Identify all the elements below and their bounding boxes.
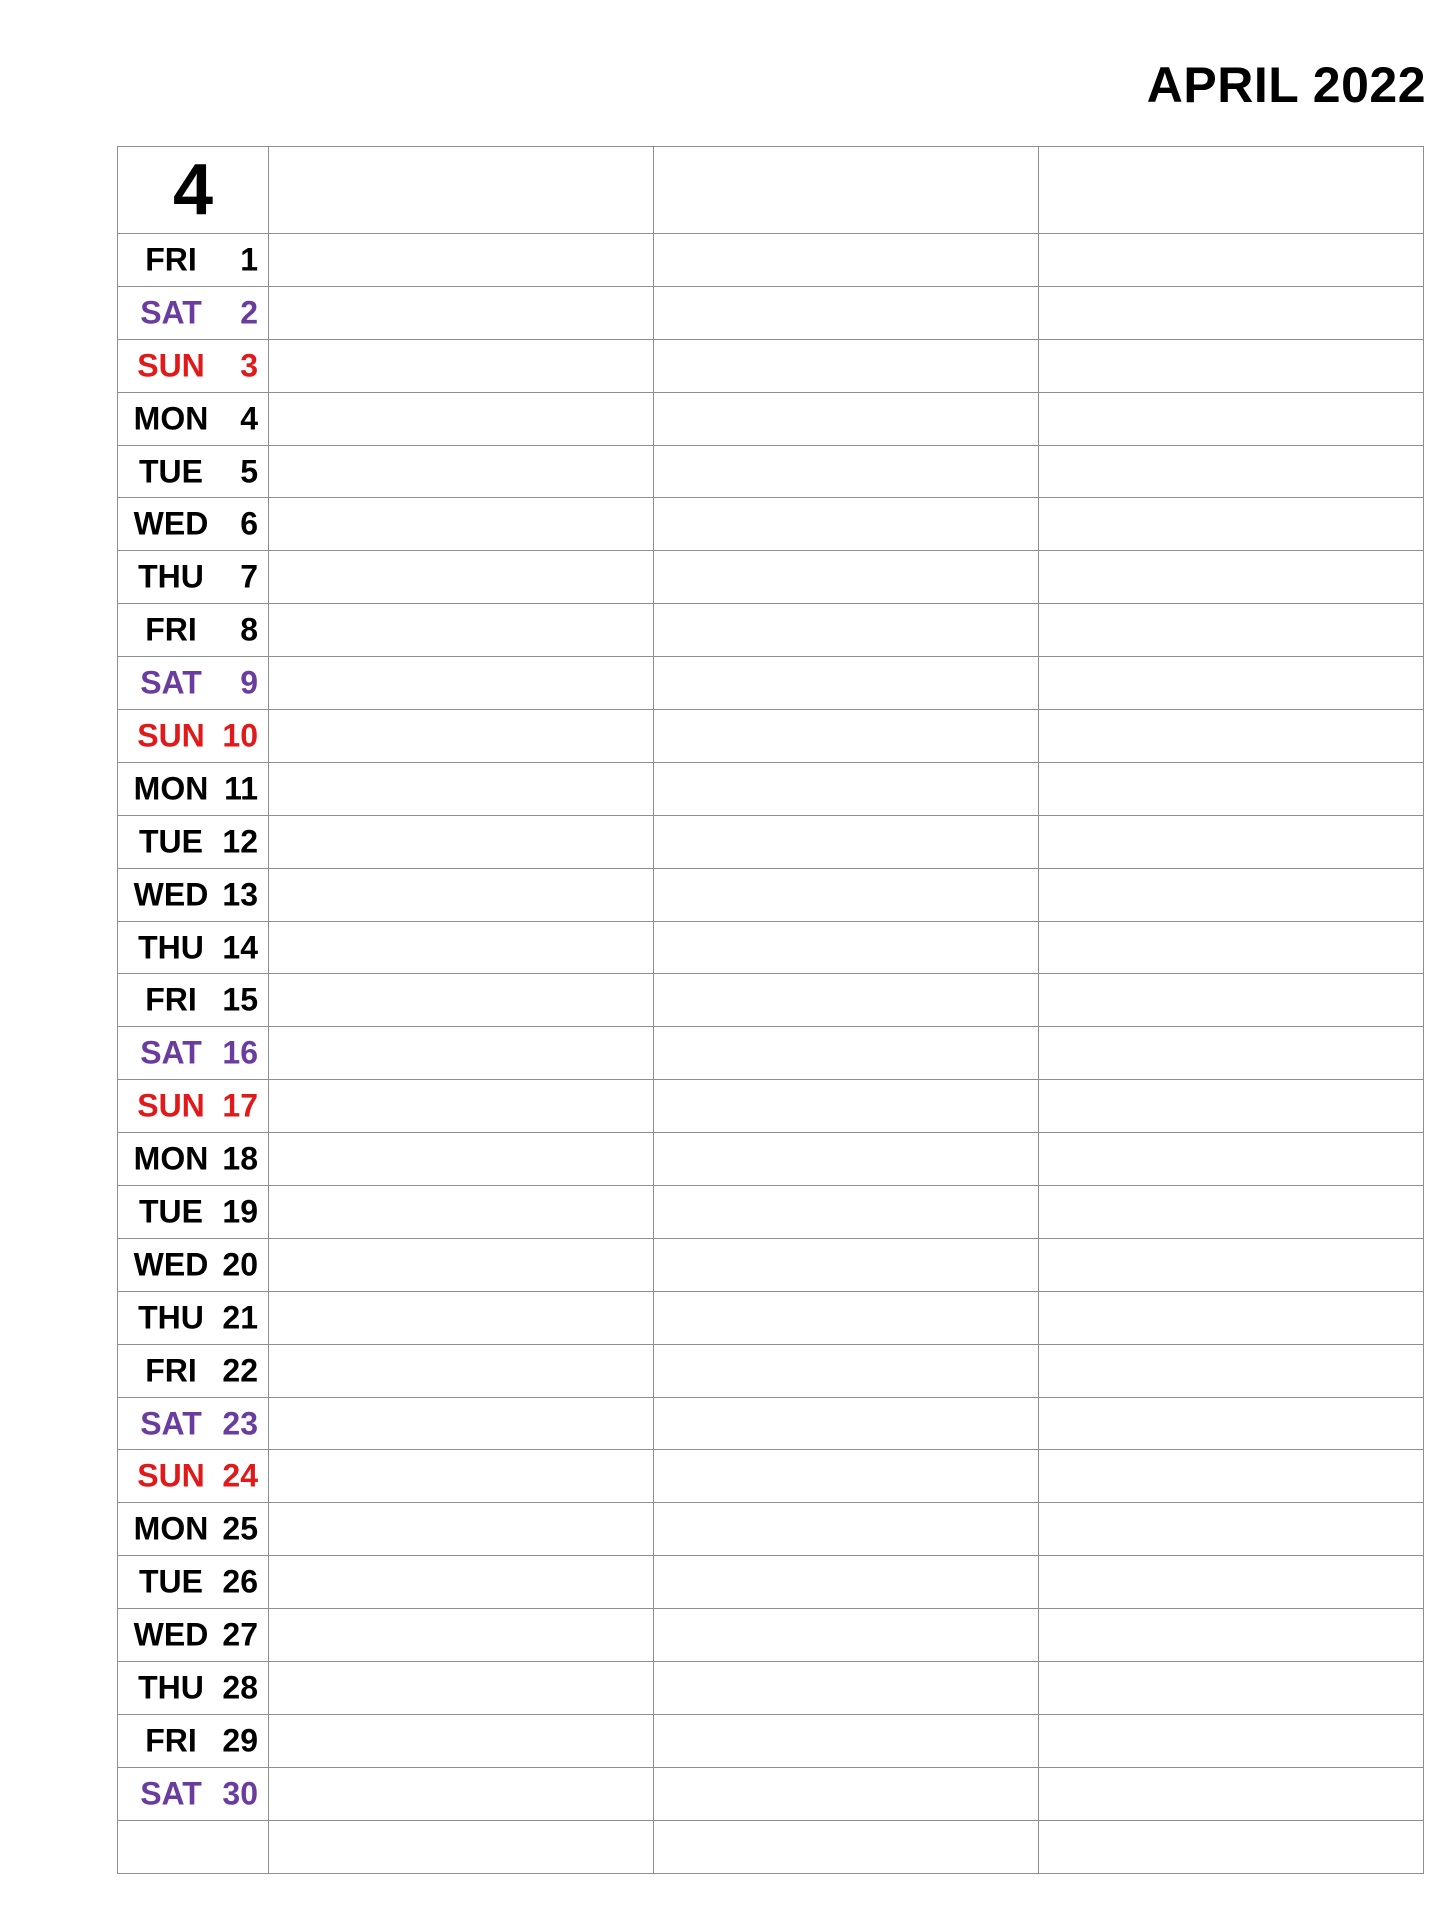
day-number: 7 xyxy=(240,558,258,595)
note-cell[interactable] xyxy=(1039,1397,1424,1450)
day-cell xyxy=(118,1450,269,1503)
day-number: 16 xyxy=(222,1034,258,1071)
day-number: 3 xyxy=(240,347,258,384)
note-cell[interactable] xyxy=(654,339,1039,392)
note-cell[interactable] xyxy=(1039,551,1424,604)
day-number: 9 xyxy=(240,664,258,701)
note-cell[interactable] xyxy=(1039,1767,1424,1820)
note-cell[interactable] xyxy=(654,1662,1039,1715)
day-cell xyxy=(118,1186,269,1239)
day-row xyxy=(118,1767,1424,1820)
note-cell[interactable] xyxy=(654,1714,1039,1767)
day-number: 26 xyxy=(222,1563,258,1600)
note-cell[interactable] xyxy=(269,1080,654,1133)
day-row xyxy=(118,234,1424,287)
day-number: 29 xyxy=(222,1722,258,1759)
day-cell xyxy=(118,1609,269,1662)
note-cell[interactable] xyxy=(654,1767,1039,1820)
note-cell[interactable] xyxy=(654,1027,1039,1080)
day-name: SAT xyxy=(140,1405,202,1442)
day-number: 30 xyxy=(222,1775,258,1812)
note-cell[interactable] xyxy=(269,1344,654,1397)
note-cell[interactable] xyxy=(654,1503,1039,1556)
note-cell[interactable] xyxy=(269,1767,654,1820)
day-name: FRI xyxy=(145,611,197,648)
day-cell xyxy=(118,1714,269,1767)
note-cell[interactable] xyxy=(654,710,1039,763)
note-cell[interactable] xyxy=(269,657,654,710)
day-row xyxy=(118,604,1424,657)
day-cell xyxy=(118,1133,269,1186)
day-row xyxy=(118,868,1424,921)
day-number: 25 xyxy=(222,1510,258,1547)
note-cell[interactable] xyxy=(654,392,1039,445)
note-cell[interactable] xyxy=(269,921,654,974)
day-name: FRI xyxy=(145,1722,197,1759)
note-cell[interactable] xyxy=(654,1820,1039,1873)
note-cell[interactable] xyxy=(1039,1238,1424,1291)
day-row xyxy=(118,1133,1424,1186)
day-cell xyxy=(118,762,269,815)
day-number: 8 xyxy=(240,611,258,648)
note-cell[interactable] xyxy=(1039,1027,1424,1080)
day-name: MON xyxy=(133,1140,209,1177)
day-name: SAT xyxy=(140,1775,202,1812)
day-name: SAT xyxy=(140,294,202,331)
day-row xyxy=(118,1238,1424,1291)
day-row xyxy=(118,921,1424,974)
day-name: TUE xyxy=(139,1563,203,1600)
day-number: 15 xyxy=(222,981,258,1018)
day-cell xyxy=(118,551,269,604)
day-number: 23 xyxy=(222,1405,258,1442)
note-cell[interactable] xyxy=(269,1186,654,1239)
day-cell xyxy=(118,710,269,763)
note-cell[interactable] xyxy=(1039,286,1424,339)
note-cell[interactable] xyxy=(1039,921,1424,974)
note-cell[interactable] xyxy=(269,1291,654,1344)
note-cell[interactable] xyxy=(269,551,654,604)
day-row xyxy=(118,710,1424,763)
note-cell[interactable] xyxy=(654,1133,1039,1186)
note-cell[interactable] xyxy=(654,921,1039,974)
note-cell[interactable] xyxy=(1039,1450,1424,1503)
day-cell xyxy=(118,657,269,710)
note-cell[interactable] xyxy=(269,392,654,445)
note-cell[interactable] xyxy=(654,234,1039,287)
day-cell xyxy=(118,868,269,921)
day-cell xyxy=(118,1344,269,1397)
note-cell[interactable] xyxy=(1039,868,1424,921)
note-cell[interactable] xyxy=(269,147,654,234)
day-name: SUN xyxy=(137,1457,205,1494)
day-number: 21 xyxy=(222,1299,258,1336)
day-row xyxy=(118,392,1424,445)
note-cell[interactable] xyxy=(269,815,654,868)
note-cell[interactable] xyxy=(1039,1503,1424,1556)
note-cell[interactable] xyxy=(269,1662,654,1715)
day-name: TUE xyxy=(139,453,203,489)
note-cell[interactable] xyxy=(654,1186,1039,1239)
day-cell xyxy=(118,604,269,657)
day-name: THU xyxy=(138,929,204,966)
day-name: FRI xyxy=(145,241,197,278)
blank-row xyxy=(118,1820,1424,1873)
note-cell[interactable] xyxy=(654,1556,1039,1609)
month-number: 4 xyxy=(118,147,269,234)
day-row xyxy=(118,1397,1424,1450)
day-row xyxy=(118,974,1424,1027)
day-cell xyxy=(118,1291,269,1344)
note-cell[interactable] xyxy=(269,1397,654,1450)
note-cell[interactable] xyxy=(1039,1344,1424,1397)
day-row xyxy=(118,551,1424,604)
day-cell xyxy=(118,1662,269,1715)
note-cell[interactable] xyxy=(1039,1186,1424,1239)
note-cell[interactable] xyxy=(269,974,654,1027)
note-cell[interactable] xyxy=(654,868,1039,921)
note-cell[interactable] xyxy=(654,286,1039,339)
day-row xyxy=(118,1609,1424,1662)
note-cell[interactable] xyxy=(1039,1556,1424,1609)
day-row xyxy=(118,1714,1424,1767)
note-cell[interactable] xyxy=(1039,1133,1424,1186)
day-name: WED xyxy=(133,1246,209,1283)
day-name: FRI xyxy=(145,1352,197,1389)
day-number: 19 xyxy=(222,1193,258,1230)
note-cell[interactable] xyxy=(1039,1714,1424,1767)
day-name: THU xyxy=(138,558,204,595)
note-cell[interactable] xyxy=(654,1344,1039,1397)
day-row xyxy=(118,339,1424,392)
note-cell[interactable] xyxy=(269,286,654,339)
day-cell xyxy=(118,1027,269,1080)
note-cell[interactable] xyxy=(1039,1291,1424,1344)
day-number: 20 xyxy=(222,1246,258,1283)
day-cell xyxy=(118,286,269,339)
day-row xyxy=(118,445,1424,498)
note-cell[interactable] xyxy=(269,1238,654,1291)
day-name: TUE xyxy=(139,823,203,860)
note-cell[interactable] xyxy=(654,147,1039,234)
day-row xyxy=(118,1450,1424,1503)
note-cell[interactable] xyxy=(269,604,654,657)
day-row xyxy=(118,657,1424,710)
note-cell[interactable] xyxy=(269,1556,654,1609)
day-row xyxy=(118,1186,1424,1239)
day-cell xyxy=(118,234,269,287)
day-row xyxy=(118,1503,1424,1556)
note-cell[interactable] xyxy=(654,1609,1039,1662)
day-number: 5 xyxy=(240,453,258,489)
note-cell[interactable] xyxy=(1039,657,1424,710)
note-cell[interactable] xyxy=(269,1820,654,1873)
note-cell[interactable] xyxy=(654,498,1039,551)
note-cell[interactable] xyxy=(654,445,1039,498)
day-row xyxy=(118,498,1424,551)
day-number: 24 xyxy=(222,1457,258,1494)
note-cell[interactable] xyxy=(1039,1820,1424,1873)
day-name: THU xyxy=(138,1669,204,1706)
day-name: FRI xyxy=(145,981,197,1018)
day-row xyxy=(118,1662,1424,1715)
note-cell[interactable] xyxy=(1039,604,1424,657)
day-name: SAT xyxy=(140,664,202,701)
note-cell[interactable] xyxy=(1039,147,1424,234)
header-row xyxy=(118,147,1424,234)
day-name: SUN xyxy=(137,347,205,384)
day-number: 2 xyxy=(240,294,258,331)
note-cell[interactable] xyxy=(654,1397,1039,1450)
note-cell[interactable] xyxy=(1039,1609,1424,1662)
day-name: WED xyxy=(133,505,209,542)
day-number: 27 xyxy=(222,1616,258,1653)
day-cell xyxy=(118,921,269,974)
day-number: 12 xyxy=(222,823,258,860)
day-number: 14 xyxy=(222,929,258,966)
note-cell[interactable] xyxy=(1039,392,1424,445)
day-number: 10 xyxy=(222,717,258,754)
note-cell[interactable] xyxy=(1039,974,1424,1027)
day-number: 4 xyxy=(240,400,258,437)
note-cell[interactable] xyxy=(1039,710,1424,763)
day-row xyxy=(118,1291,1424,1344)
note-cell[interactable] xyxy=(1039,234,1424,287)
day-number: 22 xyxy=(222,1352,258,1389)
day-cell xyxy=(118,445,269,498)
day-cell xyxy=(118,1767,269,1820)
day-row xyxy=(118,1027,1424,1080)
day-name: WED xyxy=(133,876,209,913)
day-cell xyxy=(118,339,269,392)
note-cell[interactable] xyxy=(654,815,1039,868)
day-name: SAT xyxy=(140,1034,202,1071)
note-cell[interactable] xyxy=(269,1133,654,1186)
day-name: SUN xyxy=(137,1087,205,1124)
note-cell[interactable] xyxy=(269,868,654,921)
note-cell[interactable] xyxy=(654,657,1039,710)
day-number: 28 xyxy=(222,1669,258,1706)
note-cell[interactable] xyxy=(654,1238,1039,1291)
day-cell xyxy=(118,1397,269,1450)
note-cell[interactable] xyxy=(1039,1080,1424,1133)
day-name: MON xyxy=(133,400,209,437)
note-cell[interactable] xyxy=(1039,339,1424,392)
note-cell[interactable] xyxy=(1039,445,1424,498)
note-cell[interactable] xyxy=(269,762,654,815)
note-cell[interactable] xyxy=(1039,1662,1424,1715)
note-cell[interactable] xyxy=(269,1503,654,1556)
day-number: 17 xyxy=(222,1087,258,1124)
note-cell[interactable] xyxy=(269,1609,654,1662)
note-cell[interactable] xyxy=(269,1450,654,1503)
note-cell[interactable] xyxy=(654,1450,1039,1503)
day-name: MON xyxy=(133,1510,209,1547)
day-cell xyxy=(118,815,269,868)
note-cell[interactable] xyxy=(1039,498,1424,551)
day-number: 11 xyxy=(224,770,258,807)
day-cell xyxy=(118,1503,269,1556)
calendar-grid xyxy=(117,146,1424,1874)
day-row xyxy=(118,815,1424,868)
day-number: 1 xyxy=(240,241,258,278)
note-cell[interactable] xyxy=(654,551,1039,604)
day-row xyxy=(118,1080,1424,1133)
day-row xyxy=(118,762,1424,815)
day-name: TUE xyxy=(139,1193,203,1230)
day-row xyxy=(118,1556,1424,1609)
note-cell[interactable] xyxy=(269,445,654,498)
day-cell xyxy=(118,392,269,445)
note-cell[interactable] xyxy=(1039,762,1424,815)
day-name: SUN xyxy=(137,717,205,754)
note-cell[interactable] xyxy=(654,974,1039,1027)
day-row xyxy=(118,286,1424,339)
blank-day-cell xyxy=(118,1820,269,1873)
note-cell[interactable] xyxy=(269,1027,654,1080)
day-name: THU xyxy=(138,1299,204,1336)
note-cell[interactable] xyxy=(654,762,1039,815)
note-cell[interactable] xyxy=(269,1714,654,1767)
note-cell[interactable] xyxy=(269,710,654,763)
page-title: APRIL 2022 xyxy=(1146,57,1426,113)
note-cell[interactable] xyxy=(269,498,654,551)
day-number: 13 xyxy=(222,876,258,913)
note-cell[interactable] xyxy=(654,1080,1039,1133)
note-cell[interactable] xyxy=(269,339,654,392)
day-row xyxy=(118,1344,1424,1397)
day-cell xyxy=(118,974,269,1027)
day-number: 6 xyxy=(240,505,258,542)
note-cell[interactable] xyxy=(1039,815,1424,868)
note-cell[interactable] xyxy=(269,234,654,287)
day-cell xyxy=(118,1238,269,1291)
day-cell xyxy=(118,1556,269,1609)
day-number: 18 xyxy=(222,1140,258,1177)
note-cell[interactable] xyxy=(654,1291,1039,1344)
day-cell xyxy=(118,498,269,551)
day-name: WED xyxy=(133,1616,209,1653)
note-cell[interactable] xyxy=(654,604,1039,657)
day-cell xyxy=(118,1080,269,1133)
day-name: MON xyxy=(133,770,209,807)
